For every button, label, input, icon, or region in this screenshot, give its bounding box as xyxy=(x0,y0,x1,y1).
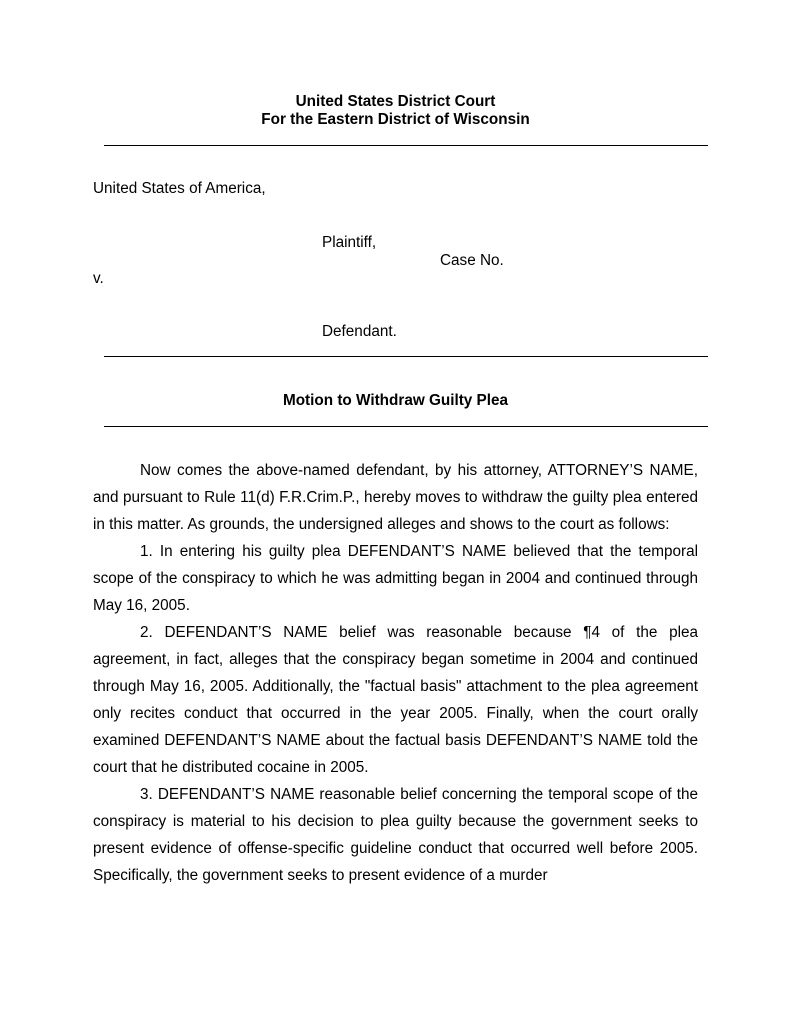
court-district: For the Eastern District of Wisconsin xyxy=(261,111,530,128)
header-rule xyxy=(104,145,708,146)
court-name: United States District Court xyxy=(295,93,496,110)
case-number-label: Case No. xyxy=(440,252,504,269)
plaintiff-label: Plaintiff, xyxy=(322,234,377,251)
numbered-paragraph-3: 3. DEFENDANT’S NAME reasonable belief concerning the temporal scope of the conspiracy is material to his decision to plea guilty because the government seeks to present evidence of offense-specific guideline conduct that occurred well before 2005. Specifically, the government seeks to present evidence of a murder xyxy=(93,786,698,884)
plaintiff-party: United States of America, xyxy=(93,180,266,197)
intro-paragraph: Now comes the above-named defendant, by his attorney, ATTORNEY’S NAME, and pursuant to Rule 11(d) F.R.Crim.P., hereby moves to withdraw the guilty plea entered in this matter. As grounds, the undersigned alleges and shows to the court as follows: xyxy=(93,462,698,533)
title-rule xyxy=(104,426,708,427)
caption-rule xyxy=(104,356,708,357)
versus-label: v. xyxy=(93,270,104,287)
motion-body xyxy=(93,457,698,889)
numbered-paragraph-1: 1. In entering his guilty plea DEFENDANT’S NAME believed that the temporal scope of the conspiracy to which he was admitting began in 2004 and continued through May 16, 2005. xyxy=(93,543,698,614)
motion-title: Motion to Withdraw Guilty Plea xyxy=(282,392,509,409)
numbered-paragraph-2: 2. DEFENDANT’S NAME belief was reasonable because ¶4 of the plea agreement, in fact, alleges that the conspiracy began sometime in 2004 and continued through May 16, 2005. Additionally, the "factual basis" attachment to the plea agreement only recites conduct that occurred in the year 2005. Finally, when the court orally examined DEFENDANT’S NAME about the factual basis DEFENDANT’S NAME told the court that he distributed cocaine in 2005. xyxy=(93,624,698,776)
defendant-label: Defendant. xyxy=(322,323,397,340)
